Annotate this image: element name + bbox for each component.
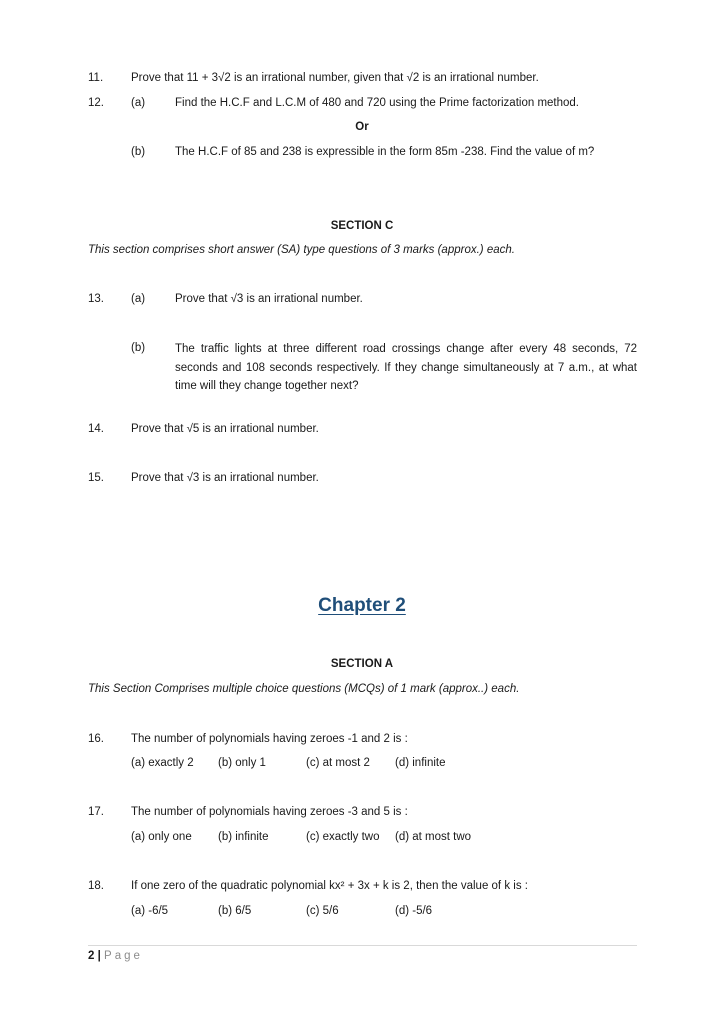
question-text: Prove that √5 is an irrational number. <box>131 423 319 435</box>
option-b: (b) only 1 <box>218 757 266 769</box>
option-d: (d) at most two <box>395 831 472 843</box>
option-a: (a) -6/5 <box>131 905 169 917</box>
question-number: 17. <box>88 806 104 818</box>
question-number: 14. <box>88 423 104 435</box>
sub-question-label: (b) <box>131 342 146 354</box>
option-a: (a) only one <box>131 831 192 843</box>
or-separator: Or <box>355 121 369 133</box>
option-d: (d) -5/6 <box>395 905 433 917</box>
sub-question-text: The H.C.F of 85 and 238 is expressible in the form 85m -238. Find the value of m? <box>175 146 595 158</box>
option-b: (b) infinite <box>218 831 269 843</box>
question-number: 15. <box>88 472 104 484</box>
page-label: Page <box>104 950 143 962</box>
chapter-title: Chapter 2 <box>318 595 406 616</box>
sub-question-text: Prove that √3 is an irrational number. <box>175 293 363 305</box>
page-number: 2 <box>88 950 95 962</box>
option-a: (a) exactly 2 <box>131 757 194 769</box>
page-separator: | <box>97 950 101 962</box>
option-c: (c) exactly two <box>306 831 380 843</box>
option-c: (c) at most 2 <box>306 757 370 769</box>
page-footer <box>88 950 143 962</box>
question-text: The number of polynomials having zeroes -3 and 5 is : <box>131 806 408 818</box>
section-c-title: SECTION C <box>330 220 394 232</box>
section-a-title: SECTION A <box>330 658 394 670</box>
footer-divider <box>88 945 637 946</box>
option-c: (c) 5/6 <box>306 905 339 917</box>
section-a-description: This Section Comprises multiple choice questions (MCQs) of 1 mark (approx..) each. <box>88 683 520 695</box>
question-number: 16. <box>88 733 104 745</box>
question-text: If one zero of the quadratic polynomial kx² + 3x + k is 2, then the value of k is : <box>131 880 528 892</box>
section-c-description: This section comprises short answer (SA) type questions of 3 marks (approx.) each. <box>88 244 515 256</box>
question-number: 12. <box>88 97 104 109</box>
sub-question-label: (a) <box>131 97 146 109</box>
question-number: 11. <box>88 72 104 84</box>
option-b: (b) 6/5 <box>218 905 252 917</box>
sub-question-text: The traffic lights at three different road crossings change after every 48 seconds, 72 seconds and 108 seconds respectively. If they change simultaneously at 7 a.m., at what time will they change together next? <box>175 343 637 392</box>
option-d: (d) infinite <box>395 757 446 769</box>
question-text: Prove that 11 + 3√2 is an irrational number, given that √2 is an irrational number. <box>131 72 539 84</box>
sub-question-text: Find the H.C.F and L.C.M of 480 and 720 using the Prime factorization method. <box>175 97 579 109</box>
question-text: The number of polynomials having zeroes -1 and 2 is : <box>131 733 408 745</box>
sub-question-label: (b) <box>131 146 146 158</box>
sub-question-label: (a) <box>131 293 146 305</box>
question-text: Prove that √3 is an irrational number. <box>131 472 319 484</box>
question-number: 13. <box>88 293 104 305</box>
question-number: 18. <box>88 880 104 892</box>
